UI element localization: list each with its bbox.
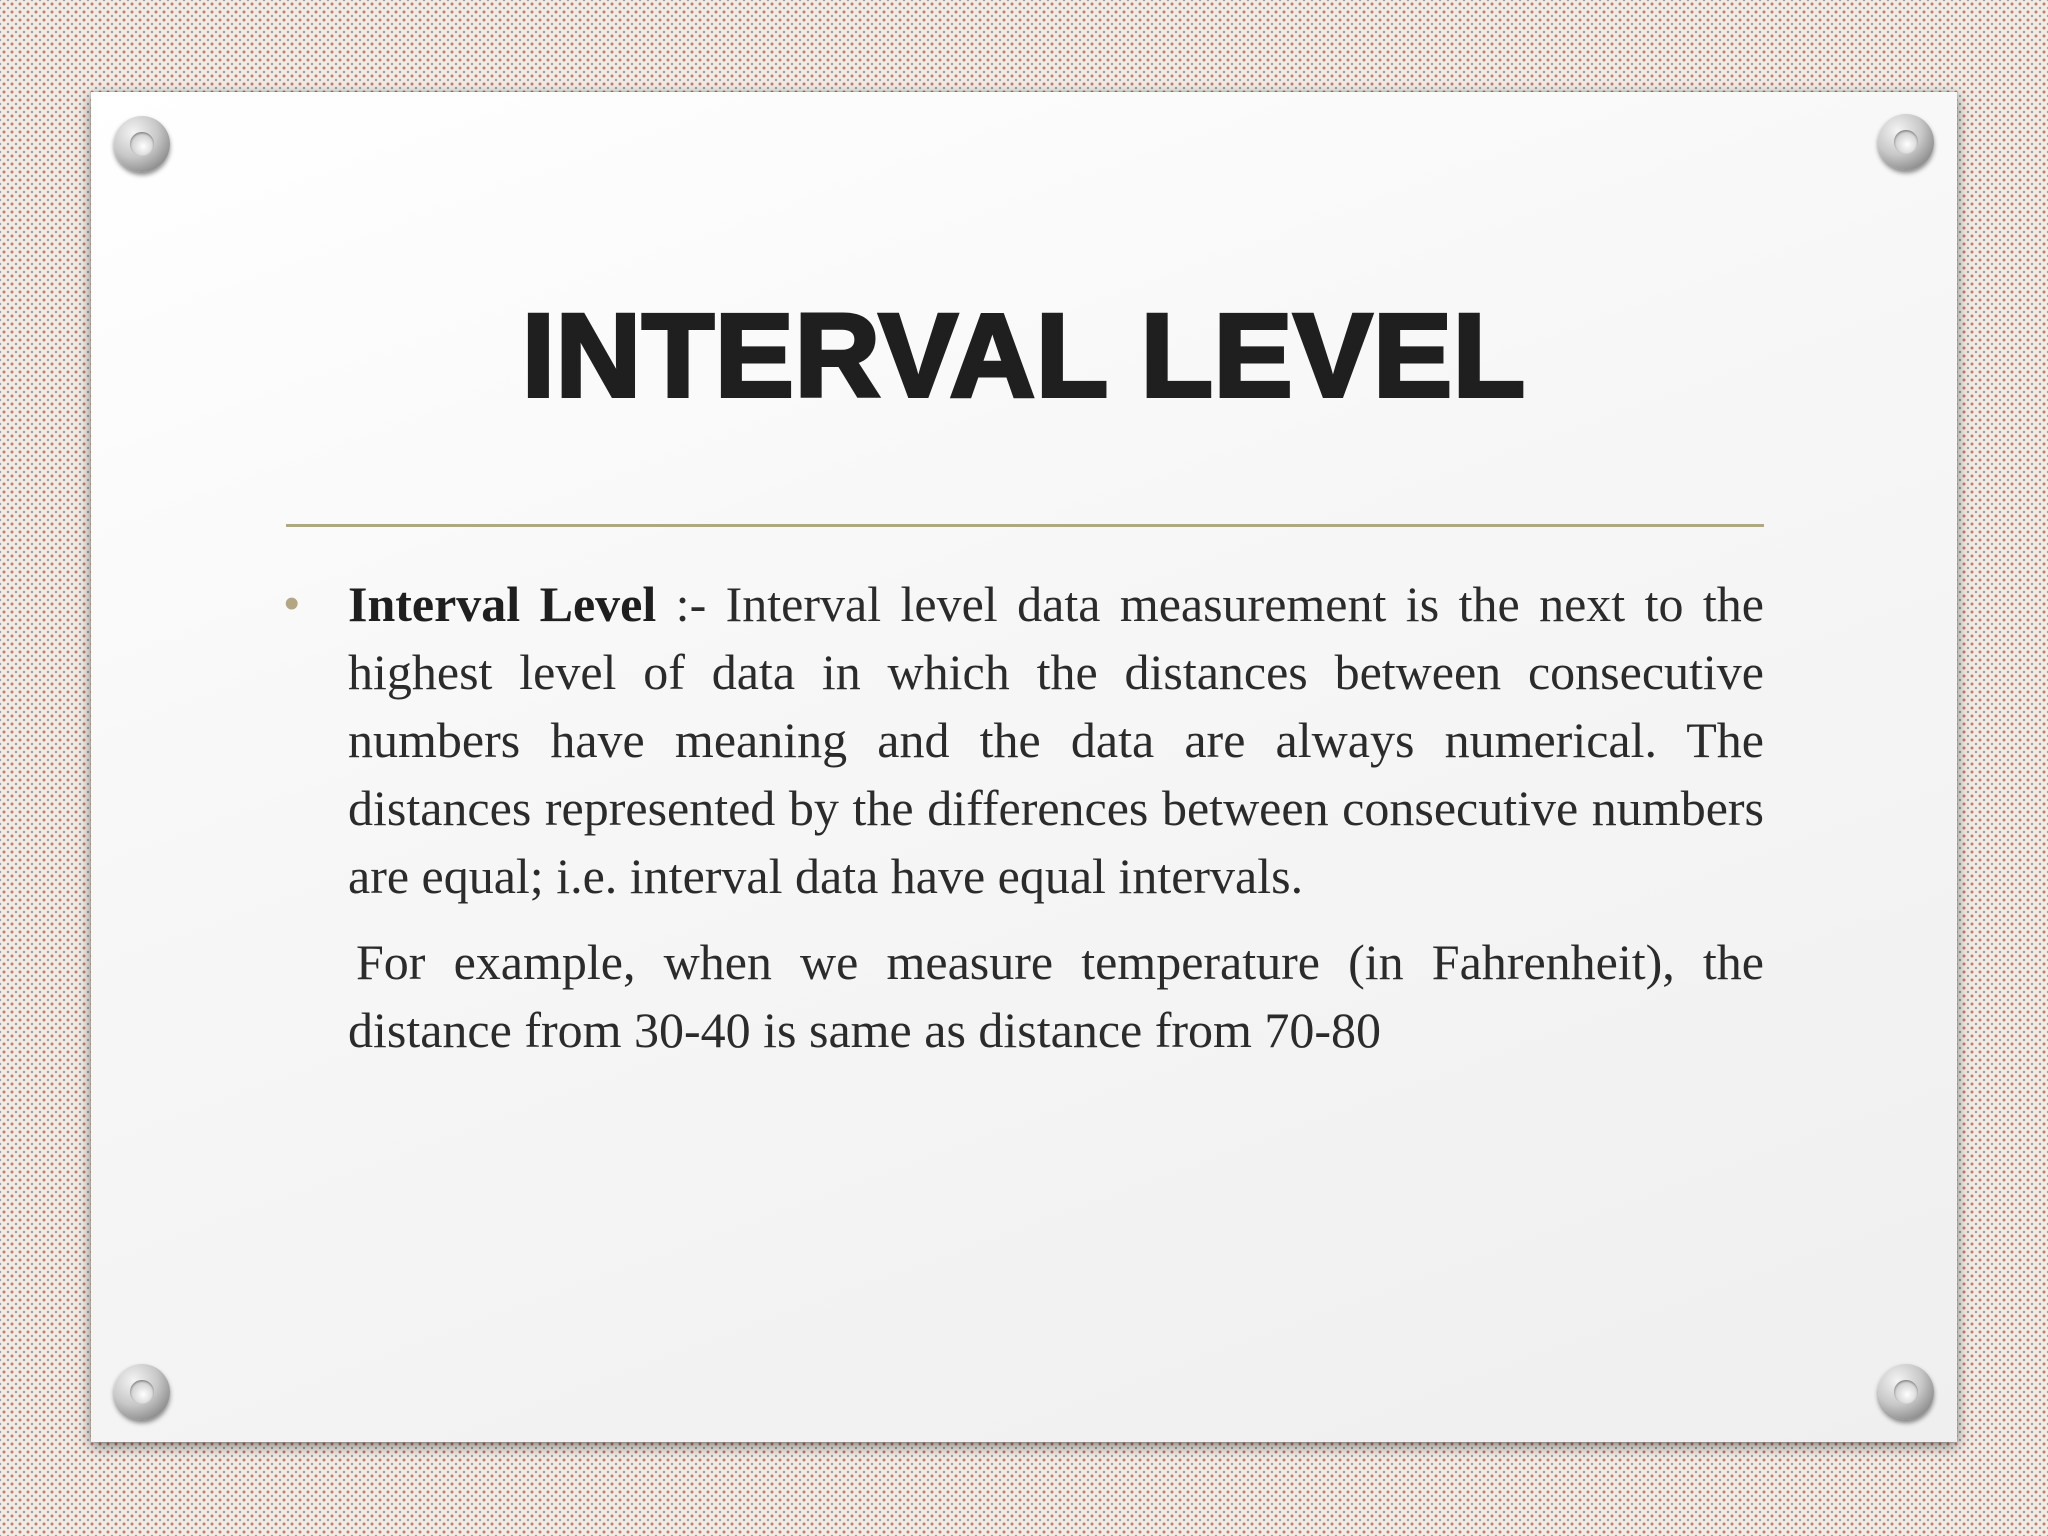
example-paragraph: For example, when we measure temperature (in Fahrenheit), the distance from 30-40 is same as distance from 70-80 (348, 934, 1764, 1058)
slide-body (284, 570, 1764, 1064)
bullet-separator: :- (656, 576, 726, 632)
bullet-icon: • (284, 579, 300, 628)
pushpin-icon (114, 116, 170, 172)
bullet-text: Interval level data measurement is the next to the highest level of data in which the distances between consecutive numbers have meaning and the data are always numerical. The distances represented by the differences between consecutive numbers are equal; i.e. interval data have equal intervals. (348, 576, 1764, 904)
pushpin-icon (114, 1364, 170, 1420)
bullet-item (284, 570, 1764, 910)
pushpin-icon (1878, 1364, 1934, 1420)
slide-title: INTERVAL LEVEL (521, 290, 1527, 422)
title-divider (286, 524, 1764, 527)
pushpin-icon (1878, 114, 1934, 170)
bullet-term: Interval Level (348, 576, 657, 632)
